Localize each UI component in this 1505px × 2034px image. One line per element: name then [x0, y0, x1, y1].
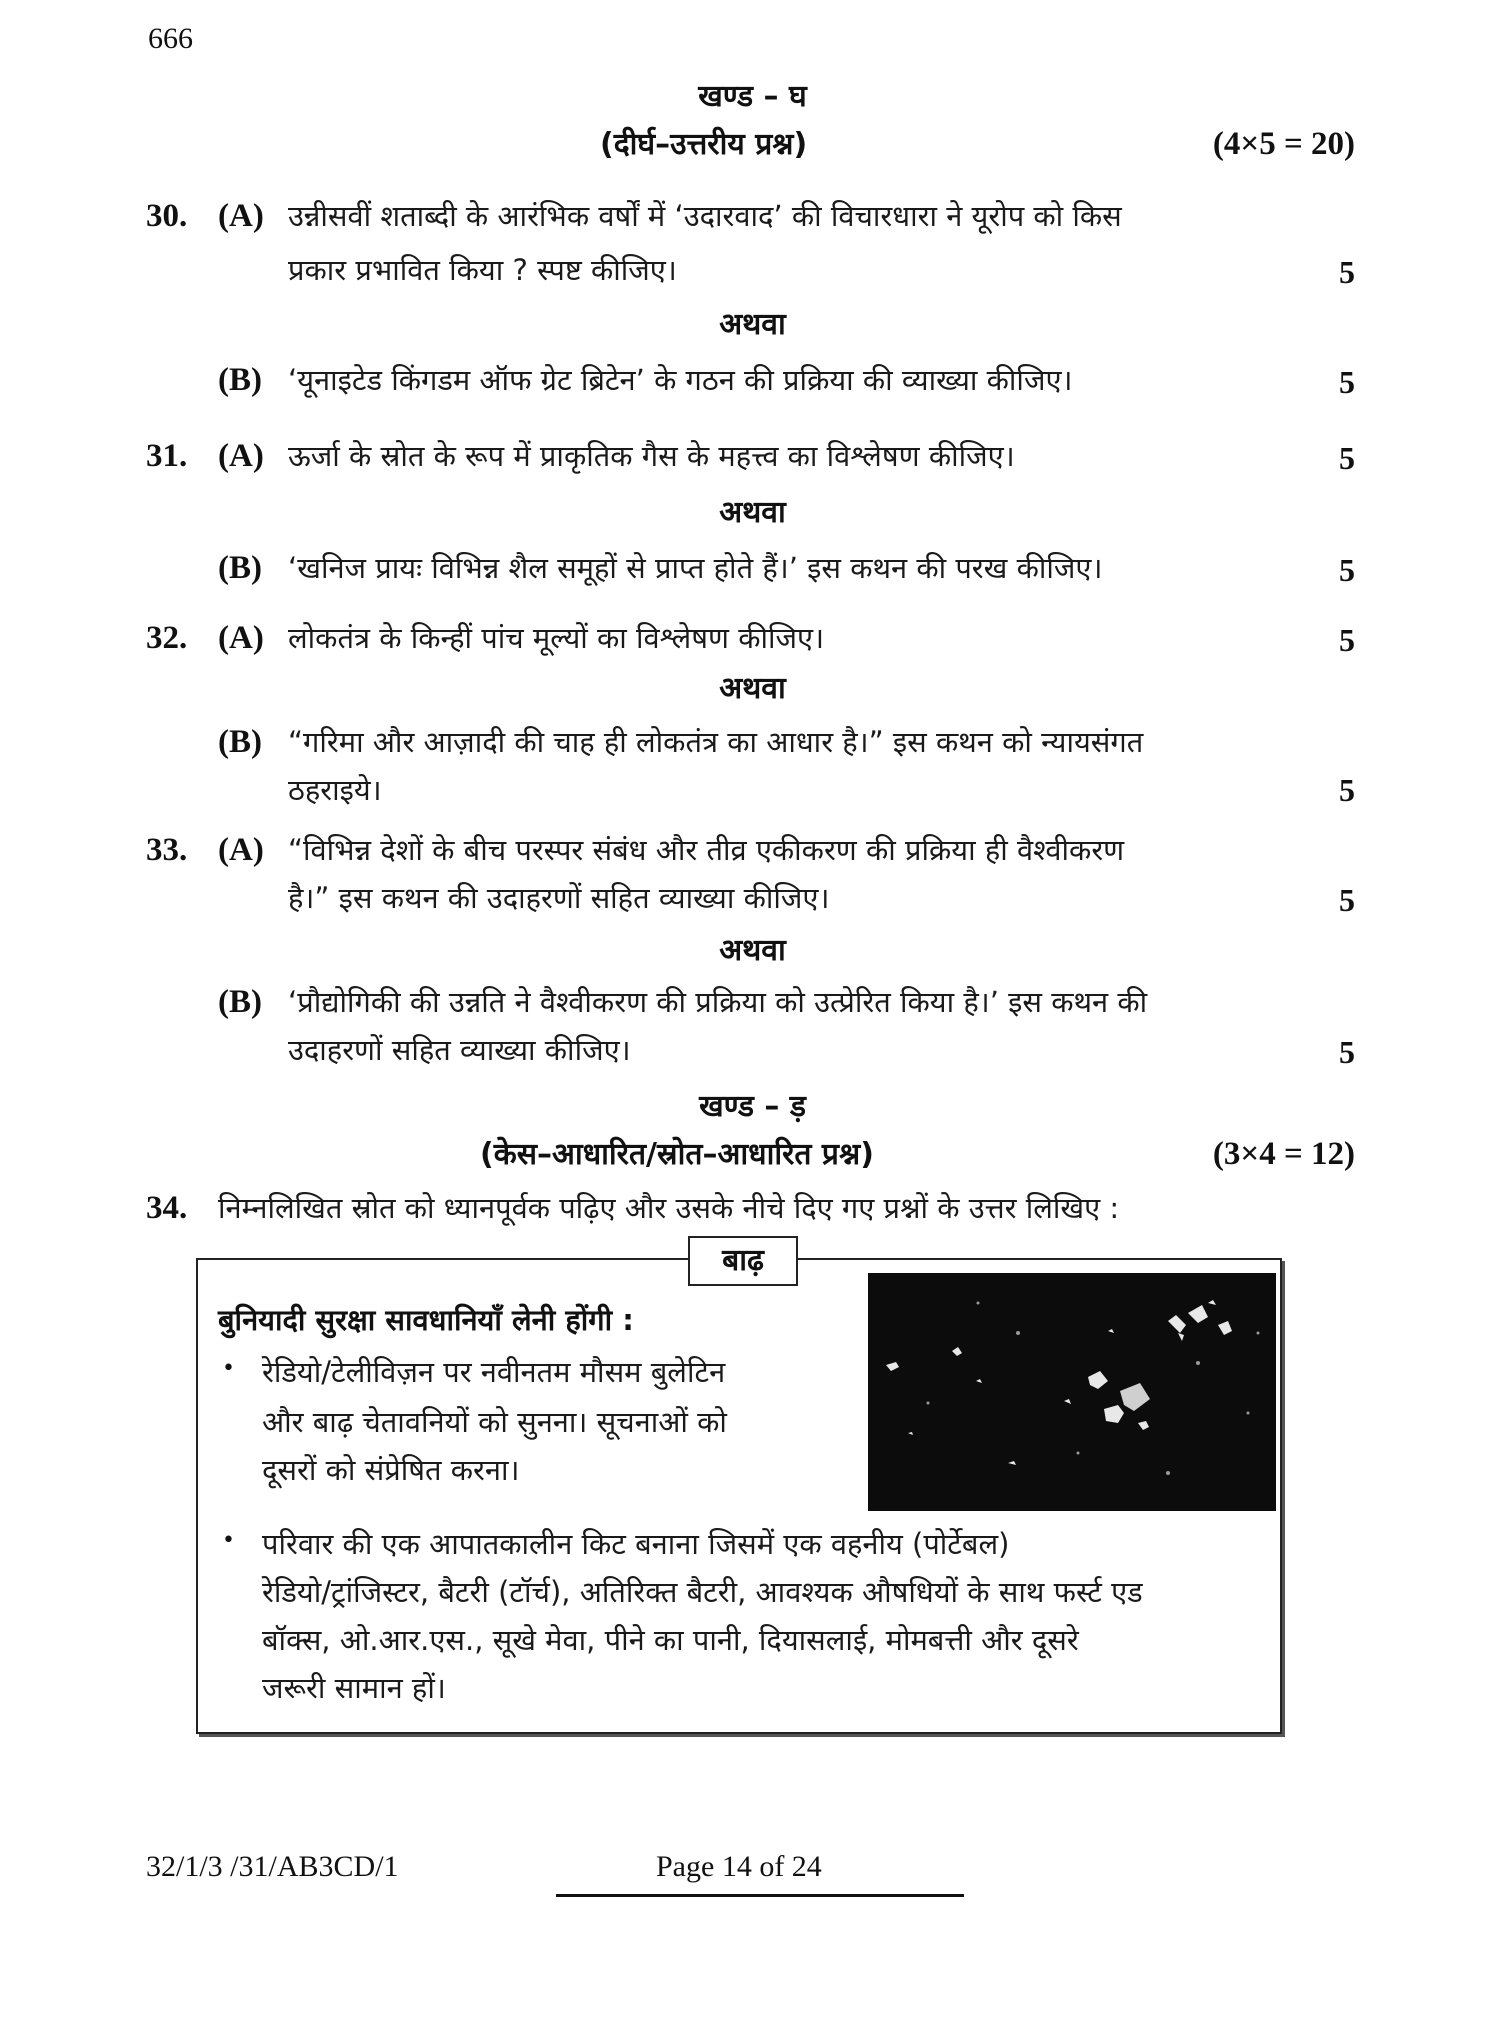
q32-b-label: (B) [218, 724, 262, 760]
q34-number: 34. [146, 1190, 188, 1226]
q30-a-text-line2: प्रकार प्रभावित किया ? स्पष्ट कीजिए। [288, 253, 677, 287]
q31-a-label: (A) [218, 438, 264, 474]
section-d-title: खण्ड – घ [698, 79, 807, 114]
bullet-2-line3: बॉक्स, ओ.आर.एस., सूखे मेवा, पीने का पानी, दियासलाई, मोमबत्ती और दूसरे [262, 1623, 1079, 1657]
bullet-1-line3: दूसरों को संप्रेषित करना। [262, 1453, 520, 1487]
q33-a-label: (A) [218, 832, 264, 868]
q33-b-text-line2: उदाहरणों सहित व्याख्या कीजिए। [288, 1033, 631, 1067]
q30-b-label: (B) [218, 362, 262, 398]
q33-a-marks: 5 [1339, 882, 1355, 918]
flood-photo [868, 1273, 1276, 1511]
footer-code: 32/1/3 /31/AB3CD/1 [146, 1850, 399, 1883]
q31-a-text-line1: ऊर्जा के स्रोत के रूप में प्राकृतिक गैस के महत्त्व का विश्लेषण कीजिए। [288, 439, 1015, 473]
q32-b-marks: 5 [1339, 772, 1355, 808]
q33-a-text-line1: “विभिन्न देशों के बीच परस्पर संबंध और तीव्र एकीकरण की प्रक्रिया ही वैश्वीकरण [288, 833, 1125, 867]
q32-a-label: (A) [218, 620, 264, 656]
bullet-2-line4: जरूरी सामान हों। [262, 1671, 446, 1705]
bullet-1-line1: रेडियो/टेलीविज़न पर नवीनतम मौसम बुलेटिन [262, 1355, 726, 1389]
q30-a-label: (A) [218, 198, 264, 234]
page-number: 666 [148, 22, 193, 55]
section-e-marks: (3×4 = 12) [1212, 1136, 1355, 1172]
q30-number: 30. [146, 198, 188, 234]
footer-page: Page 14 of 24 [656, 1850, 822, 1883]
source-box-title: बाढ़ [688, 1236, 798, 1286]
q31-or: अथवा [719, 495, 786, 530]
q31-number: 31. [146, 438, 188, 474]
q30-a-text-line1: उन्नीसवीं शताब्दी के आरंभिक वर्षों में ‘उदारवाद’ की विचारधारा ने यूरोप को किस [288, 199, 1122, 233]
bullet-2-line2: रेडियो/ट्रांजिस्टर, बैटरी (टॉर्च), अतिरिक्त बैटरी, आवश्यक औषधियों के साथ फर्स्ट एड [262, 1575, 1143, 1609]
q33-b-label: (B) [218, 984, 262, 1020]
section-d-marks: (4×5 = 20) [1212, 126, 1355, 162]
footer-underline [556, 1894, 964, 1897]
q32-a-marks: 5 [1339, 622, 1355, 658]
source-heading: बुनियादी सुरक्षा सावधानियाँ लेनी होंगी : [218, 1303, 634, 1337]
q30-b-text-line1: ‘यूनाइटेड किंगडम ऑफ ग्रेट ब्रिटेन’ के गठन की प्रक्रिया की व्याख्या कीजिए। [288, 363, 1073, 397]
q33-or: अथवा [719, 933, 786, 968]
q33-b-marks: 5 [1339, 1034, 1355, 1070]
section-e-title: खण्ड – ड़ [699, 1089, 806, 1124]
q31-a-marks: 5 [1339, 440, 1355, 476]
bullet-2-line1: परिवार की एक आपातकालीन किट बनाना जिसमें एक वहनीय (पोर्टेबल) [262, 1527, 1010, 1561]
q32-a-text-line1: लोकतंत्र के किन्हीं पांच मूल्यों का विश्लेषण कीजिए। [288, 621, 825, 655]
section-e-subtitle: (केस–आधारित/स्रोत–आधारित प्रश्न) [480, 1137, 874, 1172]
q30-or: अथवा [719, 307, 786, 342]
q31-b-marks: 5 [1339, 552, 1355, 588]
q31-b-label: (B) [218, 550, 262, 586]
q33-a-text-line2: है।” इस कथन की उदाहरणों सहित व्याख्या कीजिए। [288, 881, 830, 915]
q30-a-marks: 5 [1339, 254, 1355, 290]
bullet-1-line2: और बाढ़ चेतावनियों को सुनना। सूचनाओं को [262, 1405, 727, 1439]
section-d-subtitle: (दीर्घ–उत्तरीय प्रश्न) [600, 127, 808, 162]
q32-or: अथवा [719, 671, 786, 706]
bullet-2-marker: • [222, 1528, 235, 1553]
q33-number: 33. [146, 832, 188, 868]
q32-b-text-line2: ठहराइये। [288, 773, 382, 807]
q30-b-marks: 5 [1339, 364, 1355, 400]
bullet-1-marker: • [222, 1356, 235, 1381]
flood-photo-image [868, 1273, 1276, 1511]
q34-text: निम्नलिखित स्रोत को ध्यानपूर्वक पढ़िए और उसके नीचे दिए गए प्रश्नों के उत्तर लिखिए : [218, 1191, 1120, 1225]
q33-b-text-line1: ‘प्रौद्योगिकी की उन्नति ने वैश्वीकरण की प्रक्रिया को उत्प्रेरित किया है।’ इस कथन की [288, 985, 1148, 1019]
q32-b-text-line1: “गरिमा और आज़ादी की चाह ही लोकतंत्र का आधार है।” इस कथन को न्यायसंगत [288, 725, 1144, 759]
q32-number: 32. [146, 620, 188, 656]
q31-b-text-line1: ‘खनिज प्रायः विभिन्न शैल समूहों से प्राप्त होते हैं।’ इस कथन की परख कीजिए। [288, 551, 1103, 585]
